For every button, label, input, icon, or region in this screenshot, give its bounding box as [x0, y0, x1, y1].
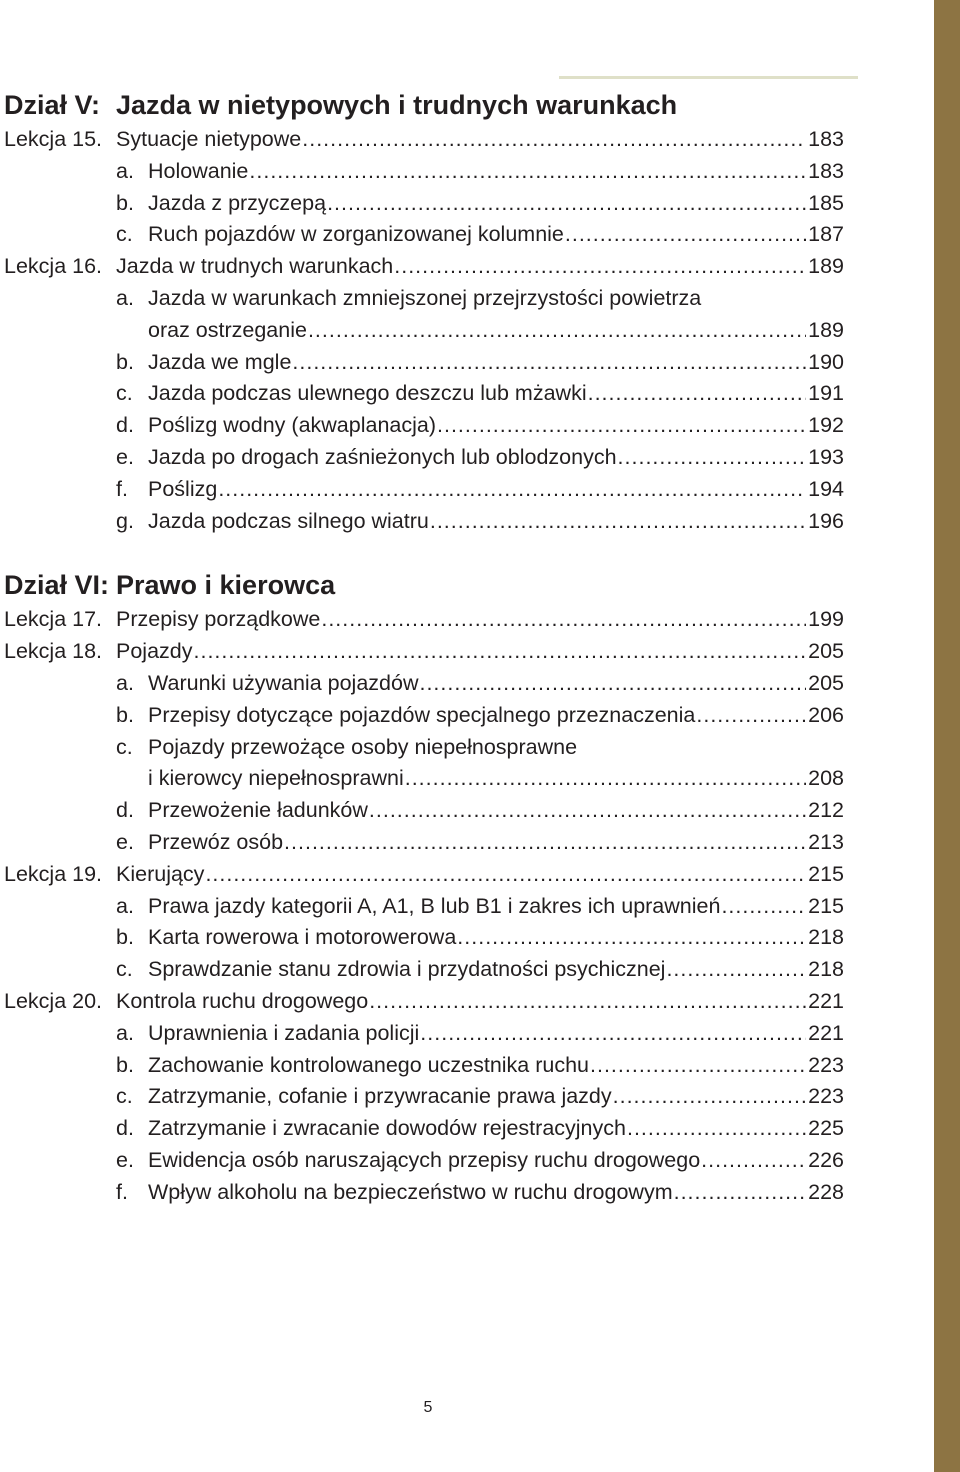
dot-leader [457, 922, 806, 954]
lesson-title: Sytuacje nietypowe [116, 127, 302, 151]
toc-item-row[interactable] [4, 668, 844, 700]
toc-item-row[interactable] [4, 954, 844, 986]
toc-lesson-row[interactable] [4, 636, 844, 668]
dot-leader [284, 827, 806, 859]
page-ref: 215 [808, 861, 844, 886]
toc-lesson-row[interactable] [4, 124, 844, 156]
dot-leader [674, 1177, 807, 1209]
item-title: Prawa jazdy kategorii A, A1, B lub B1 i zakres ich uprawnień [148, 893, 721, 918]
item-title: Jazda z przyczepą [148, 190, 327, 215]
item-letter: d. [116, 1116, 134, 1141]
toc-item-row[interactable] [4, 410, 844, 442]
toc-lesson-row[interactable] [4, 251, 844, 283]
page-ref: 213 [808, 829, 844, 854]
lesson-title: Pojazdy [116, 639, 193, 664]
item-title-continuation: i kierowcy niepełnosprawni [148, 766, 404, 791]
page-ref: 194 [808, 476, 844, 501]
page-ref: 221 [808, 1020, 844, 1045]
item-letter: a. [116, 285, 134, 310]
toc-item-row[interactable] [4, 506, 844, 538]
dot-leader [701, 1145, 806, 1177]
dot-leader [696, 700, 806, 732]
item-letter: c. [116, 222, 133, 247]
dot-leader [302, 124, 806, 156]
item-title-continuation: oraz ostrzeganie [148, 317, 307, 342]
dot-leader [618, 442, 807, 474]
toc-item-row[interactable] [4, 378, 844, 410]
dot-leader [369, 986, 806, 1018]
page-ref: 193 [808, 444, 844, 469]
page-ref: 189 [808, 317, 844, 342]
section-number: Dział VI: [4, 569, 110, 600]
item-letter: b. [116, 925, 134, 950]
item-title: Jazda w warunkach zmniejszonej przejrzystości powietrza [148, 285, 702, 310]
item-title: Warunki używania pojazdów [148, 670, 419, 695]
toc-lesson-row[interactable] [4, 986, 844, 1018]
dot-leader [627, 1113, 806, 1145]
lesson-number: Lekcja 15. [4, 127, 103, 151]
dot-leader [588, 378, 807, 410]
item-title: Wpływ alkoholu na bezpieczeństwo w ruchu drogowym [148, 1179, 673, 1204]
dot-leader [420, 1018, 806, 1050]
item-letter: a. [116, 158, 134, 183]
lesson-number: Lekcja 19. [4, 861, 103, 886]
page-ref: 218 [808, 925, 844, 950]
dot-leader [218, 474, 806, 506]
item-title: Poślizg wodny (akwaplanacja) [148, 413, 437, 438]
toc-item-row[interactable] [4, 795, 844, 827]
item-title: Jazda we mgle [148, 349, 292, 374]
toc-item-row[interactable] [4, 732, 844, 764]
page-ref: 190 [808, 349, 844, 374]
item-letter: b. [116, 702, 134, 727]
page-ref: 205 [808, 670, 844, 695]
page-ref: 215 [808, 893, 844, 918]
toc-item-row[interactable] [4, 827, 844, 859]
item-title: Pojazdy przewożące osoby niepełnosprawne [148, 734, 578, 759]
item-letter: a. [116, 1020, 134, 1045]
decorative-side-bar [934, 0, 960, 1472]
item-letter: e. [116, 1147, 134, 1172]
toc-item-row[interactable] [4, 347, 844, 379]
page-ref: 223 [808, 1052, 844, 1077]
item-letter: c. [116, 1084, 133, 1109]
toc-item-row[interactable] [4, 474, 844, 506]
lesson-title: Jazda w trudnych warunkach [116, 254, 394, 279]
item-letter: f. [116, 1179, 128, 1204]
toc-item-row[interactable] [4, 219, 844, 251]
page-ref: 206 [808, 702, 844, 727]
dot-leader [613, 1081, 806, 1113]
toc-item-row[interactable] [4, 1081, 844, 1113]
lesson-number: Lekcja 18. [4, 639, 103, 664]
item-title: Przewożenie ładunków [148, 798, 368, 823]
page-ref: 191 [808, 381, 844, 406]
dot-leader [405, 763, 806, 795]
item-letter: c. [116, 381, 133, 406]
toc-item-continuation-row[interactable] [148, 763, 844, 795]
page-ref: 187 [808, 222, 844, 247]
toc-item-row[interactable] [4, 188, 844, 220]
item-title: Zatrzymanie, cofanie i przywracanie prawa jazdy [148, 1084, 612, 1109]
dot-leader [369, 795, 806, 827]
dot-leader [430, 506, 806, 538]
dot-leader [308, 315, 806, 347]
lesson-number: Lekcja 17. [4, 607, 103, 632]
toc-item-row[interactable] [4, 283, 844, 315]
item-title: Holowanie [148, 158, 249, 183]
item-title: Przewóz osób [148, 829, 284, 854]
page-ref: 223 [808, 1084, 844, 1109]
lesson-title: Kontrola ruchu drogowego [116, 988, 369, 1013]
item-letter: e. [116, 829, 134, 854]
page-ref: 199 [808, 607, 844, 632]
dot-leader [205, 859, 806, 891]
decorative-top-rule [559, 76, 858, 79]
dot-leader [292, 347, 806, 379]
dot-leader [327, 188, 806, 220]
item-title: Jazda podczas ulewnego deszczu lub mżawki [148, 381, 587, 406]
lesson-number: Lekcja 20. [4, 988, 103, 1013]
item-title: Zatrzymanie i zwracanie dowodów rejestracyjnych [148, 1116, 626, 1141]
page-ref: 218 [808, 957, 844, 982]
page-ref: 225 [808, 1116, 844, 1141]
item-letter: b. [116, 349, 134, 374]
item-letter: g. [116, 508, 134, 533]
item-letter: b. [116, 1052, 134, 1077]
dot-leader [194, 636, 807, 668]
item-letter: f. [116, 476, 128, 501]
dot-leader [419, 668, 806, 700]
toc-item-row[interactable] [4, 156, 844, 188]
page-ref: 189 [808, 254, 844, 279]
toc-item-row[interactable] [4, 1145, 844, 1177]
item-letter: d. [116, 798, 134, 823]
dot-leader [565, 219, 806, 251]
toc-item-row[interactable] [4, 922, 844, 954]
lesson-title: Kierujący [116, 861, 205, 886]
item-title: Ewidencja osób naruszających przepisy ruchu drogowego [148, 1147, 701, 1172]
page-ref: 212 [808, 798, 844, 823]
dot-leader [249, 156, 806, 188]
item-title: Ruch pojazdów w zorganizowanej kolumnie [148, 222, 564, 247]
toc-item-row[interactable] [4, 1113, 844, 1145]
page-ref: 185 [808, 190, 844, 215]
item-letter: a. [116, 893, 134, 918]
item-title: Sprawdzanie stanu zdrowia i przydatności psychicznej [148, 957, 666, 982]
dot-leader [394, 251, 806, 283]
lesson-title: Przepisy porządkowe [116, 607, 321, 632]
item-title: Karta rowerowa i motorowerowa [148, 925, 457, 950]
dot-leader [590, 1050, 806, 1082]
toc-item-row[interactable] [4, 1177, 844, 1209]
page-ref: 205 [808, 639, 844, 664]
item-letter: c. [116, 957, 133, 982]
page-ref: 183 [808, 158, 844, 183]
table-of-contents [4, 86, 844, 1209]
dot-leader [666, 954, 806, 986]
toc-lesson-row[interactable] [4, 604, 844, 636]
item-title: Jazda po drogach zaśnieżonych lub oblodzonych [148, 444, 617, 469]
item-letter: e. [116, 444, 134, 469]
toc-item-row[interactable] [4, 700, 844, 732]
dot-leader [721, 891, 806, 923]
toc-lesson-row[interactable] [4, 859, 844, 891]
section-title: Prawo i kierowca [116, 569, 336, 600]
lesson-number: Lekcja 16. [4, 254, 103, 279]
section-number: Dział V: [4, 89, 101, 120]
item-title: Uprawnienia i zadania policji [148, 1020, 420, 1045]
toc-item-row[interactable] [4, 1018, 844, 1050]
item-letter: c. [116, 734, 133, 759]
page-ref: 221 [808, 988, 844, 1013]
toc-item-row[interactable] [4, 891, 844, 923]
item-title: Zachowanie kontrolowanego uczestnika ruchu [148, 1052, 590, 1077]
item-title: Poślizg [148, 476, 218, 501]
item-title: Przepisy dotyczące pojazdów specjalnego przeznaczenia [148, 702, 696, 727]
section-heading [4, 566, 844, 604]
page-number: 5 [423, 1399, 433, 1416]
item-letter: b. [116, 190, 134, 215]
dot-leader [437, 410, 806, 442]
item-letter: d. [116, 413, 134, 438]
page-ref: 183 [808, 127, 844, 151]
toc-item-row[interactable] [4, 442, 844, 474]
page-ref: 192 [808, 413, 844, 438]
toc-item-row[interactable] [4, 1050, 844, 1082]
page-ref: 208 [808, 766, 844, 791]
item-letter: a. [116, 670, 134, 695]
dot-leader [321, 604, 806, 636]
toc-item-continuation-row[interactable] [148, 315, 844, 347]
page-ref: 228 [808, 1179, 844, 1204]
section-title: Jazda w nietypowych i trudnych warunkach [116, 89, 678, 120]
page-ref: 196 [808, 508, 844, 533]
item-title: Jazda podczas silnego wiatru [148, 508, 429, 533]
section-heading [4, 86, 844, 124]
page-ref: 226 [808, 1147, 844, 1172]
